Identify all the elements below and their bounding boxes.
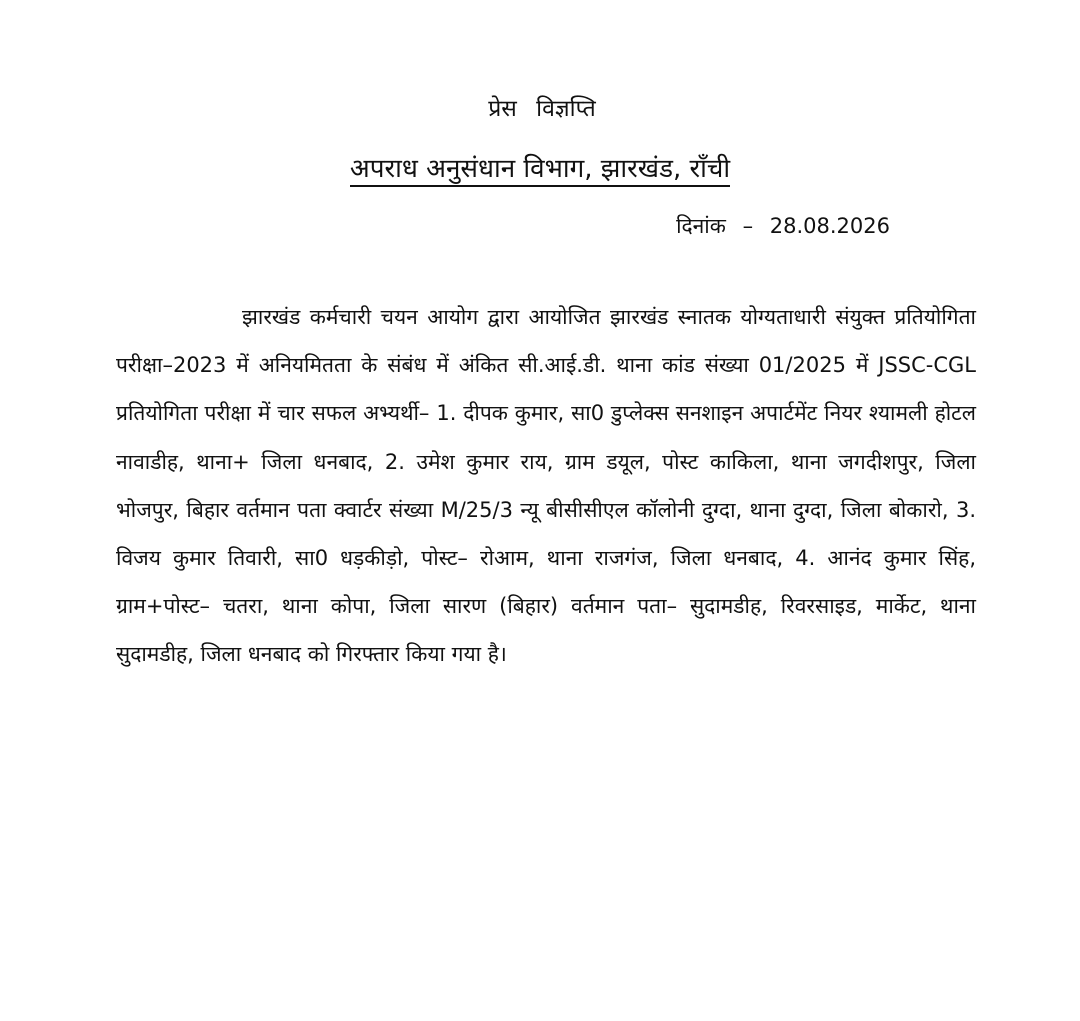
department-title-wrapper bbox=[0, 152, 1080, 187]
date-separator: – bbox=[742, 214, 754, 238]
press-release-label: प्रेस विज्ञप्ति bbox=[488, 96, 596, 122]
department-title: अपराध अनुसंधान विभाग, झारखंड, राँची bbox=[350, 153, 730, 187]
date-value: 28.08.2026 bbox=[769, 214, 890, 238]
press-release-body: झारखंड कर्मचारी चयन आयोग द्वारा आयोजित झारखंड स्नातक योग्यताधारी संयुक्त प्रतियोगिता परीक्षा–2023 में अनियमितता के संबंध में अंकित सी.आई.डी. थाना कांड संख्या 01/2025 में JSSC-CGL प्रतियोगिता परीक्षा में चार सफल अभ्यर्थी– 1. दीपक कुमार, सा0 डुप्लेक्स सनशाइन अपार्टमेंट नियर श्यामली होटल नावाडीह, थाना+ जिला धनबाद, 2. उमेश कुमार राय, ग्राम डयूल, पोस्ट काकिला, थाना जगदीशपुर, जिला भोजपुर, बिहार वर्तमान पता क्वार्टर संख्या M/25/3 न्यू बीसीसीएल कॉलोनी दुग्दा, थाना दुग्दा, जिला बोकारो, 3. विजय कुमार तिवारी, सा0 धड़कीड़ो, पोस्ट– रोआम, थाना राजगंज, जिला धनबाद, 4. आनंद कुमार सिंह, ग्राम+पोस्ट– चतरा, थाना कोपा, जिला सारण (बिहार) वर्तमान पता– सुदामडीह, रिवरसाइड, मार्केट, थाना सुदामडीह, जिला धनबाद को गिरफ्तार किया गया है। bbox=[116, 305, 976, 667]
date-line bbox=[676, 211, 890, 241]
date-label: दिनांक bbox=[676, 214, 726, 238]
